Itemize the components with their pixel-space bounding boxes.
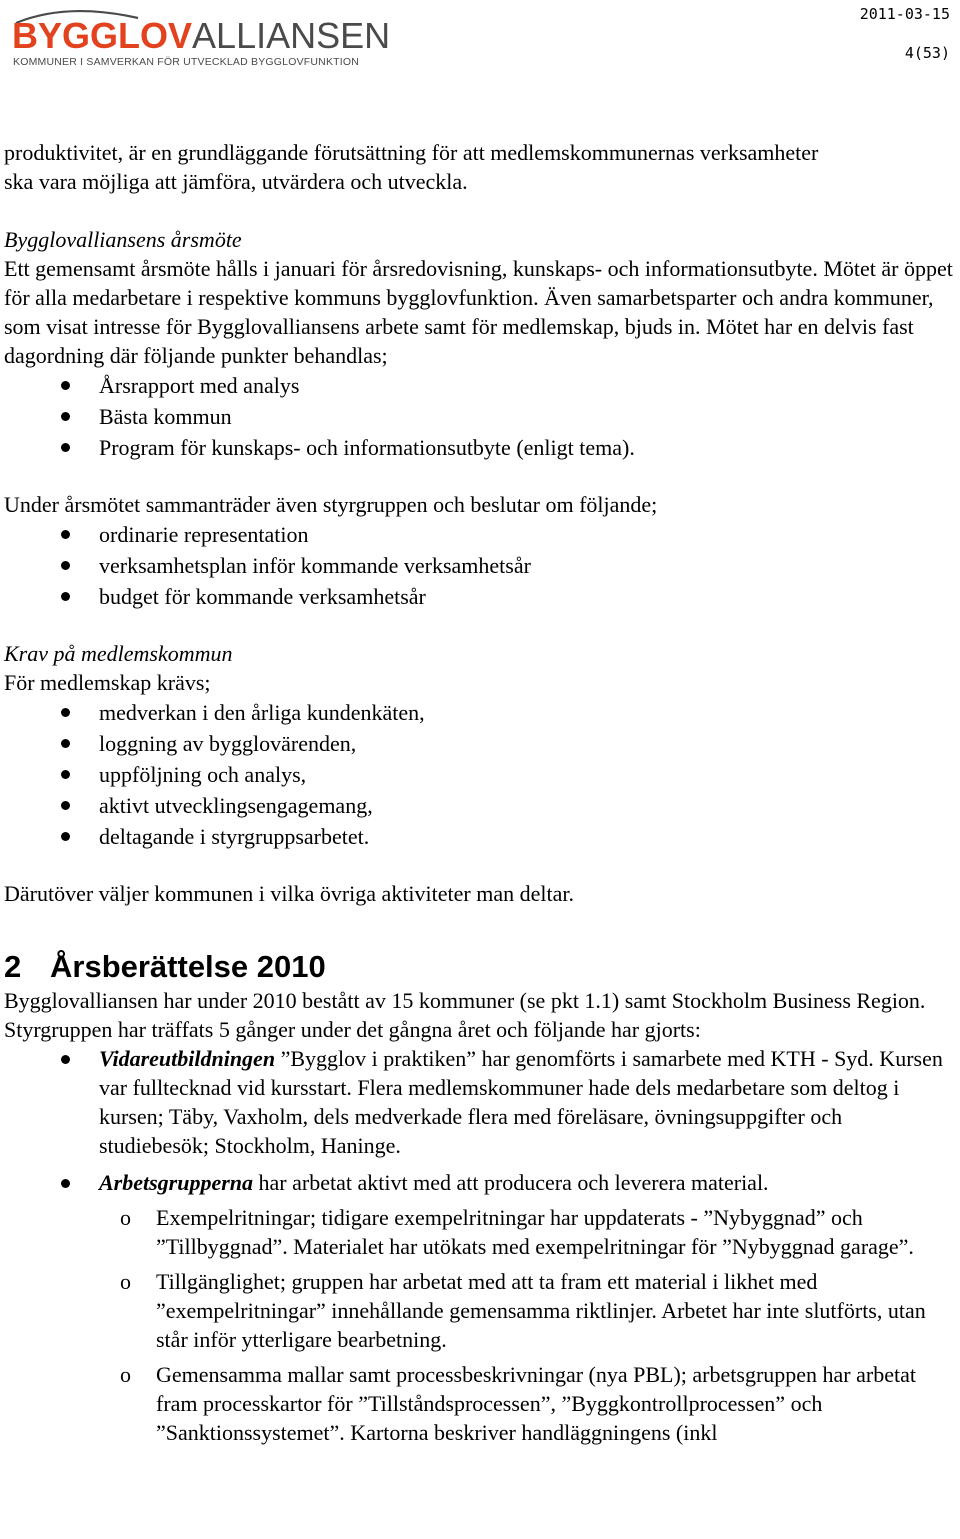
list-item: o Tillgänglighet; gruppen har arbetat med att ta fram ett material i likhet med ”exempelritningar” innehållande gemensamma riktlinjer. Arbetet har inte slutförts, utan står inför ytterligare bearbetning.: [4, 1267, 956, 1354]
krav-intro: För medlemskap krävs;: [4, 670, 211, 695]
arbetsgrupper-sublist: [4, 1203, 956, 1447]
krav-heading: Krav på medlemskommun: [4, 641, 233, 666]
krav-outro: Därutöver väljer kommunen i vilka övriga aktiviteter man deltar.: [4, 881, 574, 906]
list-item: Årsrapport med analys: [4, 370, 956, 401]
document-date: 2011-03-15: [859, 5, 950, 23]
intro-paragraph: produktivitet, är en grundläggande förutsättning för att medlemskommunernas verksamheter ska vara möjliga att jämföra, utvärdera och utveckla.: [4, 140, 819, 194]
bygglovalliansen-logo: [12, 6, 397, 68]
list-item: ordinarie representation: [4, 519, 956, 550]
arsmote-paragraph: Ett gemensamt årsmöte hålls i januari för årsredovisning, kunskaps- och informationsutbyte. Mötet är öppet för alla medarbetare i respektive kommuns bygglovfunktion. Även samarbetsparter och andra kommuner, som visat intresse för Bygglovalliansens arbete samt för medlemskap, bjuds in. Mötet har en delvis fast dagordning där följande punkter behandlas;: [4, 256, 953, 368]
list-item: o Gemensamma mallar samt processbeskrivningar (nya PBL); arbetsgruppen har arbetat fram processkartor för ”Tillståndsprocessen”, ”Byggkontrollprocessen” och ”Sanktionssystemet”. Kartorna beskriver handläggningens (inkl: [4, 1360, 956, 1447]
styrgrupp-intro: Under årsmötet sammanträder även styrgruppen och beslutar om följande;: [4, 492, 658, 517]
list-item: medverkan i den årliga kundenkäten,: [4, 697, 956, 728]
list-item: verksamhetsplan inför kommande verksamhetsår: [4, 550, 956, 581]
list-item: Arbetsgrupperna har arbetat aktivt med att producera och leverera material.: [4, 1168, 956, 1197]
list-item: o Exempelritningar; tidigare exempelritningar har uppdaterats - ”Nybyggnad” och ”Tillbyggnad”. Materialet har utökats med exempelritningar för ”Nybyggnad garage”.: [4, 1203, 956, 1261]
logo-wordmark: BYGGLOVALLIANSEN: [12, 15, 391, 56]
list-item: deltagande i styrgruppsarbetet.: [4, 821, 956, 852]
page-header: [0, 0, 960, 80]
list-item: Vidareutbildningen ”Bygglov i praktiken” har genomförts i samarbete med KTH - Syd. Kursen var fulltecknad vid kursstart. Flera medlemskommuner hade dels medarbetare som deltog i kursen; Täby, Vaxholm, dels medverkade flera med föreläsare, övningsuppgifter och studiebesök; Stockholm, Haninge.: [4, 1044, 956, 1160]
arsmote-agenda-list: [4, 370, 956, 463]
list-item: Program för kunskaps- och informationsutbyte (enligt tema).: [4, 432, 956, 463]
list-item: Bästa kommun: [4, 401, 956, 432]
page-number: 4(53): [904, 44, 950, 62]
list-item: loggning av bygglovärenden,: [4, 728, 956, 759]
list-item: budget för kommande verksamhetsår: [4, 581, 956, 612]
list-item: uppföljning och analys,: [4, 759, 956, 790]
section-heading: 2 Årsberättelse 2010: [4, 949, 326, 984]
logo-tagline: KOMMUNER I SAMVERKAN FÖR UTVECKLAD BYGGLOVFUNKTION: [13, 56, 360, 68]
arsmote-heading: Bygglovalliansens årsmöte: [4, 227, 242, 252]
document-body: [4, 138, 956, 1453]
list-item: aktivt utvecklingsengagemang,: [4, 790, 956, 821]
krav-list: [4, 697, 956, 852]
section2-list: [4, 1044, 956, 1197]
styrgrupp-list: [4, 519, 956, 612]
section2-intro: Bygglovalliansen har under 2010 bestått av 15 kommuner (se pkt 1.1) samt Stockholm Business Region. Styrgruppen har träffats 5 gånger under det gångna året och följande har gjorts:: [4, 988, 926, 1042]
